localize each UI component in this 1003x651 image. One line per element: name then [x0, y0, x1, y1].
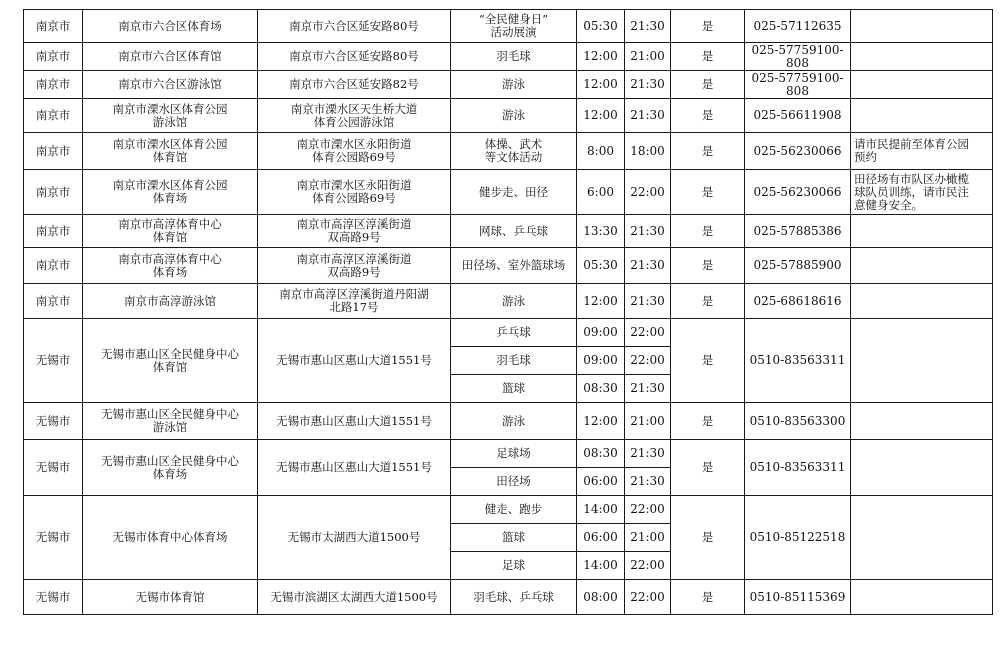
venue-cell-line: 体育场 [152, 466, 188, 481]
close-time-cell: 18:00 [625, 133, 671, 170]
activity-cell [451, 552, 577, 580]
note-cell [851, 215, 993, 248]
note-cell [851, 580, 993, 615]
free-open-cell: 是 [671, 133, 745, 170]
activity-cell-line: 乒乓球 [496, 325, 531, 339]
table-row [24, 133, 993, 170]
close-time-cell: 22:00 [625, 552, 671, 580]
city-cell: 南京市 [24, 248, 83, 284]
venue-cell [83, 133, 258, 170]
venue-cell [83, 170, 258, 215]
venue-cell [83, 248, 258, 284]
note-cell [851, 71, 993, 99]
note-cell [851, 284, 993, 319]
activity-cell [451, 524, 577, 552]
open-time-cell: 08:30 [577, 375, 625, 403]
phone-cell: 025-56611908 [745, 99, 851, 133]
address-cell-line: 无锡市惠山区惠山大道1551号 [276, 353, 432, 367]
venue-cell-line: 游泳馆 [152, 420, 188, 434]
venue-cell-line: 体育场 [152, 264, 188, 279]
activity-cell-line: 健走、跑步 [484, 502, 543, 516]
phone-cell: 025-57112635 [745, 10, 851, 43]
venue-cell [83, 71, 258, 99]
venue-cell-line: 南京市六合区游泳馆 [118, 77, 222, 91]
activity-cell [451, 10, 577, 43]
venue-cell-line: 无锡市惠山区全民健身中心 [101, 346, 239, 361]
address-cell-line: 南京市六合区延安路82号 [289, 77, 419, 91]
note-cell [851, 403, 993, 440]
phone-cell: 025-68618616 [745, 284, 851, 319]
open-time-cell: 08:00 [577, 580, 625, 615]
note-cell [851, 99, 993, 133]
address-cell [258, 496, 451, 580]
free-open-cell: 是 [671, 43, 745, 71]
open-time-cell: 13:30 [577, 215, 625, 248]
open-time-cell: 05:30 [577, 248, 625, 284]
table-row [24, 71, 993, 99]
venue-cell-line: 体育馆 [152, 359, 188, 374]
free-open-cell: 是 [671, 99, 745, 133]
venue-cell [83, 580, 258, 615]
city-cell: 无锡市 [24, 319, 83, 403]
activity-cell-line: 游泳 [502, 413, 525, 428]
note-cell [851, 319, 993, 403]
venue-cell [83, 440, 258, 496]
open-time-cell: 09:00 [577, 319, 625, 347]
close-time-cell: 22:00 [625, 580, 671, 615]
note-cell [851, 43, 993, 71]
close-time-cell: 21:30 [625, 284, 671, 319]
city-cell: 无锡市 [24, 580, 83, 615]
activity-cell [451, 215, 577, 248]
phone-cell: 0510-83563300 [745, 403, 851, 440]
activity-cell [451, 496, 577, 524]
address-cell [258, 10, 451, 43]
city-cell: 南京市 [24, 99, 83, 133]
activity-cell-line: 羽毛球 [496, 353, 531, 367]
open-time-cell: 09:00 [577, 347, 625, 375]
table-row [24, 215, 993, 248]
venue-cell [83, 215, 258, 248]
phone-cell: 0510-85115369 [745, 580, 851, 615]
table-row [24, 580, 993, 615]
venue-table [23, 9, 993, 615]
address-cell [258, 43, 451, 71]
table-row [24, 319, 993, 347]
table-row [24, 99, 993, 133]
close-time-cell: 21:30 [625, 215, 671, 248]
table-row [24, 170, 993, 215]
address-cell [258, 319, 451, 403]
phone-cell: 025-57885900 [745, 248, 851, 284]
address-cell-line: 南京市溧水区永阳街道 [296, 137, 412, 151]
table-row [24, 496, 993, 524]
activity-cell-line: 活动展演 [490, 25, 537, 39]
address-cell [258, 284, 451, 319]
table-row [24, 248, 993, 284]
activity-cell [451, 403, 577, 440]
close-time-cell: 21:30 [625, 71, 671, 99]
address-cell-line: 南京市高淳区淳溪街道 [296, 217, 412, 231]
venue-cell [83, 403, 258, 440]
city-cell: 无锡市 [24, 496, 83, 580]
activity-cell-line: 等文体活动 [484, 150, 543, 164]
table-row [24, 284, 993, 319]
activity-cell [451, 248, 577, 284]
free-open-cell: 是 [671, 215, 745, 248]
activity-cell-line: 羽毛球 [496, 49, 531, 63]
phone-cell: 0510-83563311 [745, 440, 851, 496]
close-time-cell: 21:30 [625, 248, 671, 284]
activity-cell [451, 284, 577, 319]
address-cell [258, 215, 451, 248]
table-row [24, 43, 993, 71]
address-cell-line: 无锡市惠山区惠山大道1551号 [276, 413, 432, 428]
close-time-cell: 21:30 [625, 468, 671, 496]
activity-cell-line: 羽毛球、乒乓球 [473, 589, 554, 604]
close-time-cell: 21:00 [625, 43, 671, 71]
table-row [24, 440, 993, 468]
venue-cell [83, 10, 258, 43]
open-time-cell: 06:00 [577, 524, 625, 552]
address-cell-line: 南京市高淳区淳溪街道丹阳湖 [279, 287, 429, 301]
note-cell [851, 440, 993, 496]
address-cell [258, 99, 451, 133]
note-cell [851, 133, 993, 170]
venue-cell-line: 南京市六合区体育馆 [118, 49, 222, 63]
address-cell-line: 北路17号 [329, 300, 379, 314]
note-cell-line: 预约 [854, 150, 877, 164]
close-time-cell: 21:30 [625, 440, 671, 468]
address-cell [258, 170, 451, 215]
venue-cell-line: 游泳馆 [152, 114, 188, 129]
close-time-cell: 21:30 [625, 99, 671, 133]
city-cell: 南京市 [24, 215, 83, 248]
activity-cell-line: 体操、武术 [484, 137, 543, 151]
open-time-cell: 6:00 [577, 170, 625, 215]
open-time-cell: 14:00 [577, 496, 625, 524]
venue-cell-line: 南京市溧水区体育公园 [112, 178, 228, 192]
venue-cell-line: 南京市溧水区体育公园 [112, 137, 228, 151]
activity-cell [451, 440, 577, 468]
venue-cell-line: 无锡市体育馆 [135, 589, 205, 604]
venue-cell-line: 南京市高淳体育中心 [118, 251, 222, 266]
address-cell-line: 双高路9号 [327, 230, 381, 244]
note-cell [851, 248, 993, 284]
phone-cell: 025-57885386 [745, 215, 851, 248]
free-open-cell: 是 [671, 403, 745, 440]
close-time-cell: 22:00 [625, 319, 671, 347]
city-cell: 南京市 [24, 71, 83, 99]
activity-cell [451, 347, 577, 375]
close-time-cell: 22:00 [625, 347, 671, 375]
venue-cell [83, 284, 258, 319]
open-time-cell: 05:30 [577, 10, 625, 43]
city-cell: 无锡市 [24, 440, 83, 496]
venue-cell-line: 南京市高淳游泳馆 [124, 293, 216, 308]
close-time-cell: 21:30 [625, 10, 671, 43]
address-cell [258, 403, 451, 440]
phone-cell: 025-56230066 [745, 170, 851, 215]
venue-cell-line: 南京市六合区体育场 [118, 18, 222, 33]
activity-cell [451, 43, 577, 71]
address-cell [258, 133, 451, 170]
open-time-cell: 08:30 [577, 440, 625, 468]
activity-cell-line: 游泳 [502, 293, 525, 308]
address-cell [258, 71, 451, 99]
venue-cell-line: 无锡市惠山区全民健身中心 [101, 407, 239, 421]
venue-cell [83, 496, 258, 580]
open-time-cell: 14:00 [577, 552, 625, 580]
city-cell: 南京市 [24, 43, 83, 71]
activity-cell-line: 游泳 [502, 108, 525, 122]
activity-cell [451, 375, 577, 403]
table-row [24, 403, 993, 440]
free-open-cell: 是 [671, 496, 745, 580]
address-cell-line: 南京市六合区延安路80号 [289, 18, 419, 33]
venue-cell [83, 43, 258, 71]
city-cell: 南京市 [24, 10, 83, 43]
note-cell-line: 意健身安全。 [854, 197, 923, 212]
open-time-cell: 06:00 [577, 468, 625, 496]
free-open-cell: 是 [671, 10, 745, 43]
activity-cell [451, 580, 577, 615]
activity-cell [451, 468, 577, 496]
address-cell-line: 体育公园路69号 [312, 191, 396, 205]
activity-cell-line: 田径场、室外篮球场 [461, 258, 566, 272]
venue-cell-line: 南京市高淳体育中心 [118, 217, 222, 231]
open-time-cell: 12:00 [577, 284, 625, 319]
activity-cell [451, 133, 577, 170]
activity-cell-line: 篮球 [502, 381, 525, 395]
note-cell-line: 球队员训练，请市民注 [854, 184, 969, 199]
address-cell-line: 南京市溧水区天生桥大道 [290, 101, 418, 116]
venue-cell-line: 南京市溧水区体育公园 [112, 101, 228, 116]
close-time-cell: 21:00 [625, 403, 671, 440]
close-time-cell: 22:00 [625, 496, 671, 524]
free-open-cell: 是 [671, 319, 745, 403]
city-cell: 南京市 [24, 133, 83, 170]
free-open-cell: 是 [671, 580, 745, 615]
activity-cell-line: 网球、乒乓球 [479, 223, 548, 238]
address-cell-line: 无锡市太湖西大道1500号 [287, 530, 421, 544]
activity-cell [451, 99, 577, 133]
venue-cell-line: 体育馆 [152, 230, 188, 244]
city-cell: 无锡市 [24, 403, 83, 440]
note-cell [851, 496, 993, 580]
address-cell-line: 体育公园游泳馆 [313, 114, 395, 129]
phone-cell: 025-56230066 [745, 133, 851, 170]
activity-cell [451, 319, 577, 347]
address-cell [258, 440, 451, 496]
activity-cell-line: 游泳 [502, 77, 525, 91]
close-time-cell: 21:30 [625, 375, 671, 403]
address-cell [258, 580, 451, 615]
city-cell: 南京市 [24, 284, 83, 319]
activity-cell-line: 健步走、田径 [479, 184, 548, 199]
activity-cell-line: 足球场 [496, 446, 531, 460]
table-row [24, 10, 993, 43]
city-cell: 南京市 [24, 170, 83, 215]
phone-cell: 025-57759100-808 [745, 43, 851, 71]
address-cell-line: 南京市溧水区永阳街道 [296, 178, 412, 192]
note-cell [851, 10, 993, 43]
venue-cell [83, 99, 258, 133]
venue-cell-line: 体育场 [152, 191, 188, 205]
address-cell-line: 南京市高淳区淳溪街道 [296, 251, 412, 266]
free-open-cell: 是 [671, 284, 745, 319]
activity-cell-line: 篮球 [502, 530, 525, 544]
phone-cell: 025-57759100-808 [745, 71, 851, 99]
close-time-cell: 22:00 [625, 170, 671, 215]
free-open-cell: 是 [671, 440, 745, 496]
phone-cell: 0510-83563311 [745, 319, 851, 403]
activity-cell [451, 170, 577, 215]
address-cell-line: 无锡市滨湖区太湖西大道1500号 [270, 589, 438, 604]
close-time-cell: 21:00 [625, 524, 671, 552]
open-time-cell: 8:00 [577, 133, 625, 170]
free-open-cell: 是 [671, 248, 745, 284]
activity-cell-line: 足球 [502, 558, 525, 572]
open-time-cell: 12:00 [577, 71, 625, 99]
venue-cell-line: 无锡市体育中心体育场 [112, 530, 228, 544]
note-cell-line: 请市民提前至体育公园 [854, 137, 969, 151]
address-cell-line: 南京市六合区延安路80号 [289, 49, 419, 63]
open-time-cell: 12:00 [577, 403, 625, 440]
free-open-cell: 是 [671, 170, 745, 215]
note-cell [851, 170, 993, 215]
activity-cell-line: 田径场 [496, 474, 531, 488]
address-cell [258, 248, 451, 284]
free-open-cell: 是 [671, 71, 745, 99]
address-cell-line: 体育公园路69号 [312, 150, 396, 164]
address-cell-line: 双高路9号 [327, 264, 381, 279]
open-time-cell: 12:00 [577, 43, 625, 71]
note-cell-line: 田径场有市队区办橄榄 [854, 171, 969, 186]
activity-cell [451, 71, 577, 99]
venue-cell-line: 体育馆 [152, 150, 188, 164]
activity-cell-line: “全民健身日” [478, 12, 549, 26]
venue-cell-line: 无锡市惠山区全民健身中心 [101, 453, 239, 468]
phone-cell: 0510-85122518 [745, 496, 851, 580]
venue-cell [83, 319, 258, 403]
address-cell-line: 无锡市惠山区惠山大道1551号 [276, 460, 432, 474]
open-time-cell: 12:00 [577, 99, 625, 133]
